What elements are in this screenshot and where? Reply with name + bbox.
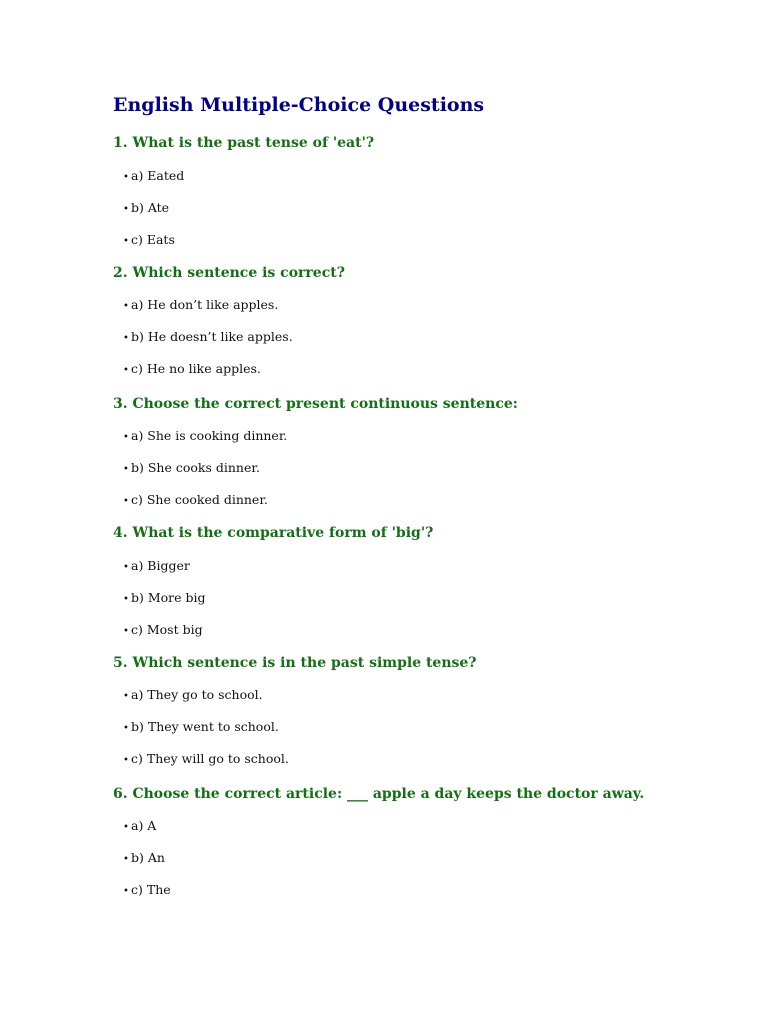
- answer-option: [123, 557, 190, 577]
- answer-option: [123, 199, 169, 219]
- option-text: b) Ate: [131, 200, 170, 215]
- option-text: a) Eated: [131, 168, 185, 183]
- option-text: b) He doesn’t like apples.: [131, 329, 293, 344]
- option-text: c) He no like apples.: [131, 361, 261, 376]
- option-text: a) They go to school.: [131, 687, 263, 702]
- question-heading: 4. What is the comparative form of 'big'?: [113, 525, 434, 541]
- option-text: c) She cooked dinner.: [131, 492, 268, 507]
- answer-option: [123, 491, 268, 511]
- option-text: c) The: [131, 882, 171, 897]
- option-text: c) Eats: [131, 232, 175, 247]
- answer-option: [123, 167, 184, 187]
- bullet-icon: •: [123, 755, 129, 766]
- answer-option: [123, 686, 263, 706]
- answer-option: [123, 589, 206, 609]
- bullet-icon: •: [123, 626, 129, 637]
- option-text: b) An: [131, 850, 165, 865]
- answer-option: [123, 718, 279, 738]
- bullet-icon: •: [123, 854, 129, 865]
- answer-option: [123, 459, 260, 479]
- answer-option: [123, 881, 171, 901]
- question-heading: 6. Choose the correct article: ___ apple a day keeps the doctor away.: [113, 786, 645, 802]
- answer-option: [123, 296, 278, 316]
- answer-option: [123, 817, 156, 837]
- bullet-icon: •: [123, 432, 129, 443]
- option-text: b) More big: [131, 590, 206, 605]
- answer-option: [123, 849, 165, 869]
- option-text: a) A: [131, 818, 157, 833]
- bullet-icon: •: [123, 333, 129, 344]
- option-text: c) Most big: [131, 622, 203, 637]
- answer-option: [123, 360, 261, 380]
- answer-option: [123, 750, 289, 770]
- bullet-icon: •: [123, 365, 129, 376]
- option-text: b) She cooks dinner.: [131, 460, 260, 475]
- bullet-icon: •: [123, 691, 129, 702]
- question-heading: 3. Choose the correct present continuous sentence:: [113, 396, 518, 412]
- bullet-icon: •: [123, 236, 129, 247]
- option-text: c) They will go to school.: [131, 751, 289, 766]
- bullet-icon: •: [123, 594, 129, 605]
- answer-option: [123, 328, 293, 348]
- bullet-icon: •: [123, 172, 129, 183]
- option-text: b) They went to school.: [131, 719, 279, 734]
- answer-option: [123, 231, 175, 251]
- option-text: a) She is cooking dinner.: [131, 428, 288, 443]
- answer-option: [123, 621, 203, 641]
- bullet-icon: •: [123, 496, 129, 507]
- bullet-icon: •: [123, 723, 129, 734]
- option-text: a) Bigger: [131, 558, 190, 573]
- question-heading: 2. Which sentence is correct?: [113, 265, 345, 281]
- bullet-icon: •: [123, 204, 129, 215]
- bullet-icon: •: [123, 822, 129, 833]
- answer-option: [123, 427, 287, 447]
- question-heading: 1. What is the past tense of 'eat'?: [113, 135, 375, 151]
- bullet-icon: •: [123, 886, 129, 897]
- bullet-icon: •: [123, 562, 129, 573]
- bullet-icon: •: [123, 464, 129, 475]
- bullet-icon: •: [123, 301, 129, 312]
- option-text: a) He don’t like apples.: [131, 297, 279, 312]
- document-title: English Multiple-Choice Questions: [113, 94, 485, 116]
- question-heading: 5. Which sentence is in the past simple tense?: [113, 655, 477, 671]
